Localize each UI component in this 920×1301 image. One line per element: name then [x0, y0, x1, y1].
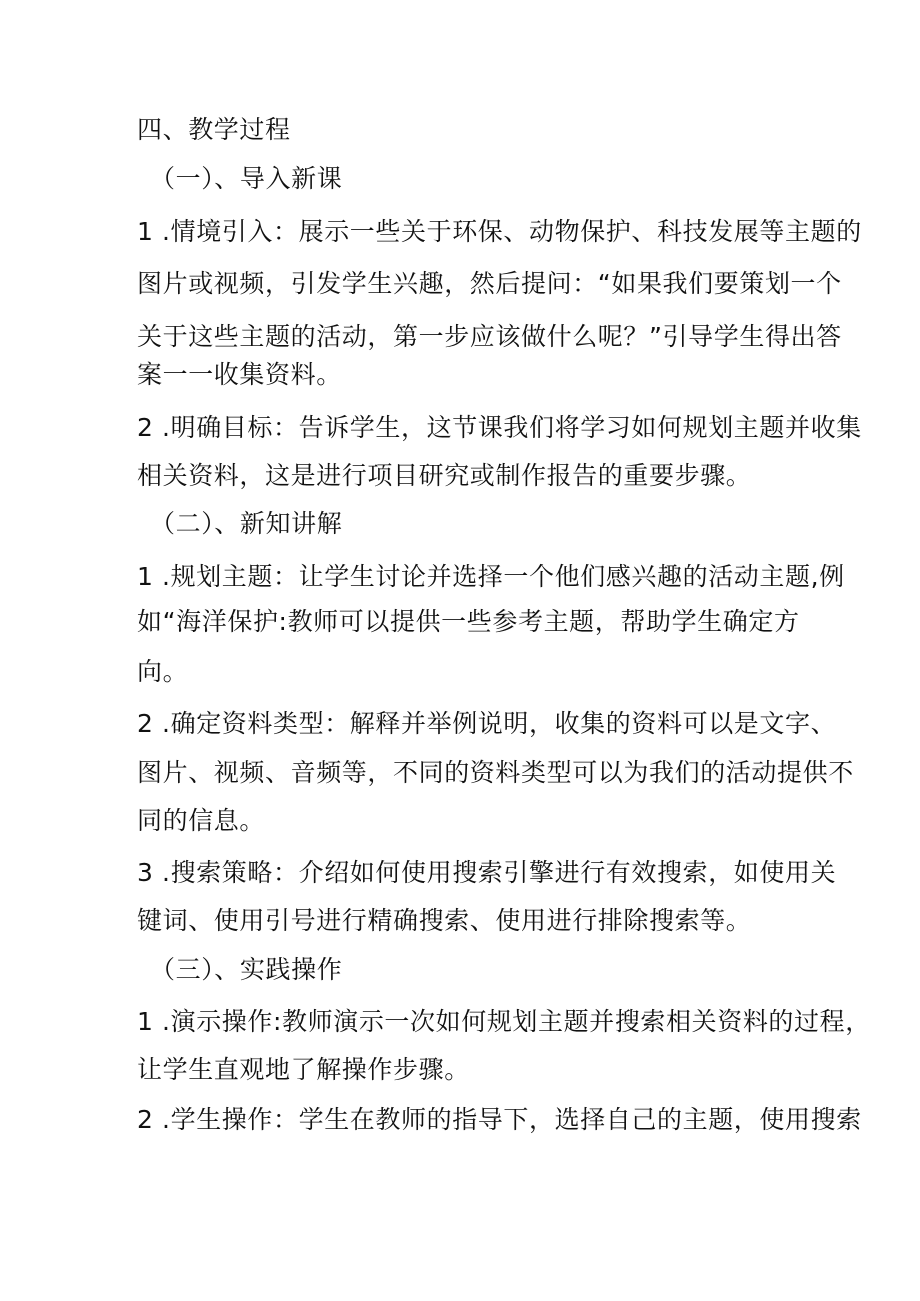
paragraph-line: 2 .明确目标：告诉学生，这节课我们将学习如何规划主题并收集	[137, 413, 862, 442]
paragraph-line: 相关资料，这是进行项目研究或制作报告的重要步骤。	[137, 461, 752, 490]
paragraph-line: 1 .情境引入：展示一些关于环保、动物保护、科技发展等主题的	[137, 217, 862, 246]
subsection-title-new-knowledge: （二）、新知讲解	[150, 509, 343, 538]
subsection-title-intro: （一）、导入新课	[150, 164, 343, 193]
paragraph-line: 键词、使用引号进行精确搜索、使用进行排除搜索等。	[137, 906, 752, 935]
paragraph-line: 1 .演示操作:教师演示一次如何规划主题并搜索相关资料的过程，	[137, 1007, 871, 1036]
paragraph-line: 3 .搜索策略：介绍如何使用搜索引擎进行有效搜索，如使用关	[137, 858, 837, 887]
subsection-title-practice: （三）、实践操作	[150, 955, 343, 984]
paragraph-line: 向。	[137, 657, 189, 686]
paragraph-line: 1 .规划主题：让学生讨论并选择一个他们感兴趣的活动主题,例	[137, 562, 845, 591]
paragraph-line: 让学生直观地了解操作步骤。	[137, 1055, 470, 1084]
paragraph-line: 同的信息。	[137, 806, 266, 835]
paragraph-line: 图片或视频，引发学生兴趣，然后提问：“如果我们要策划一个	[137, 269, 842, 298]
section-heading: 四、教学过程	[137, 115, 291, 144]
paragraph-line: 案一一收集资料。	[137, 360, 342, 389]
paragraph-line: 如“海洋保护:教师可以提供一些参考主题，帮助学生确定方	[137, 607, 800, 636]
paragraph-line: 关于这些主题的活动，第一步应该做什么呢？”引导学生得出答	[137, 322, 842, 351]
paragraph-line: 2 .学生操作：学生在教师的指导下，选择自己的主题，使用搜索	[137, 1105, 862, 1134]
paragraph-line: 2 .确定资料类型：解释并举例说明，收集的资料可以是文字、	[137, 709, 837, 738]
paragraph-line: 图片、视频、音频等，不同的资料类型可以为我们的活动提供不	[137, 758, 854, 787]
